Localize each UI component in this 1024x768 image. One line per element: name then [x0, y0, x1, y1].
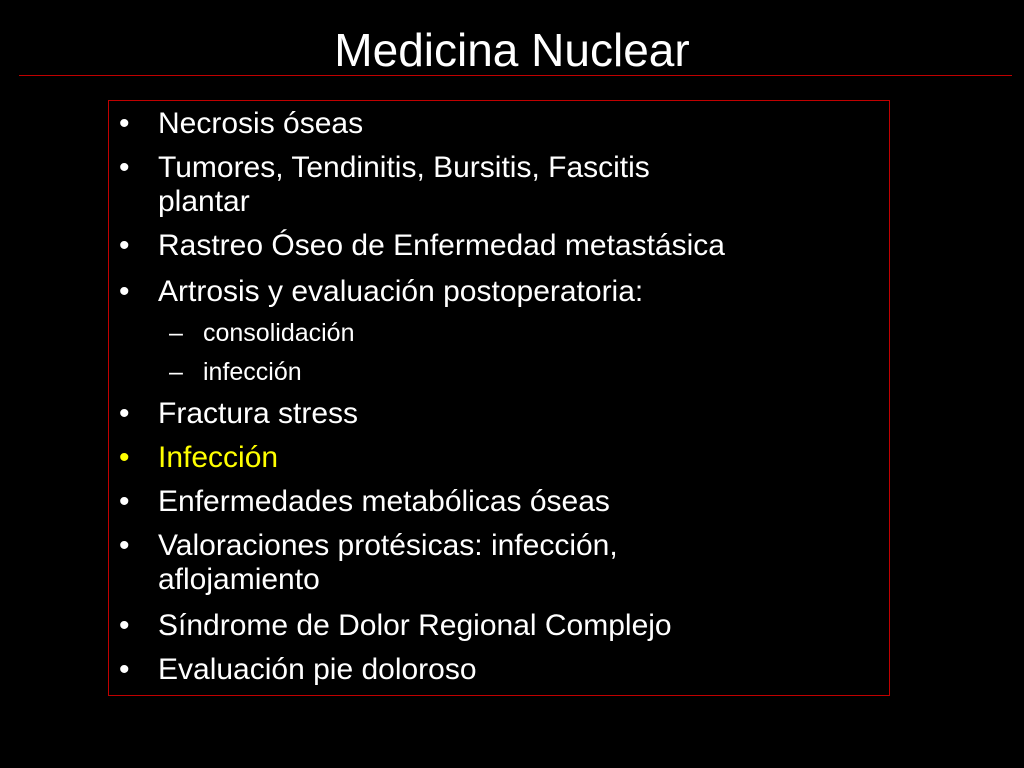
bullet-text: Tumores, Tendinitis, Bursitis, Fascitis [158, 151, 650, 184]
bullet-text: Artrosis y evaluación postoperatoria: [158, 275, 644, 308]
bullet-text: Enfermedades metabólicas óseas [158, 485, 610, 518]
slide-title: Medicina Nuclear [334, 24, 690, 76]
bullet-mark: • [119, 151, 130, 184]
bullet-text: Infección [158, 441, 279, 474]
bullet-mark: • [119, 609, 130, 642]
bullet-text: Rastreo Óseo de Enfermedad metastásica [158, 229, 725, 262]
bullet-mark: • [119, 485, 130, 518]
sub-bullet-text: consolidación [203, 319, 355, 347]
bullet-mark: • [119, 397, 130, 430]
bullet-mark: • [119, 229, 130, 262]
bullet-text: Valoraciones protésicas: infección, [158, 529, 618, 562]
sub-bullet-text: infección [203, 358, 302, 386]
bullet-text: Necrosis óseas [158, 107, 364, 140]
bullet-text: Fractura stress [158, 397, 359, 430]
sub-bullet-mark: – [169, 358, 183, 386]
sub-bullet-mark: – [169, 319, 183, 347]
title-underline [19, 75, 1012, 76]
bullet-mark: • [119, 529, 130, 562]
bullet-mark: • [119, 107, 130, 140]
bullet-text-continuation: plantar [158, 185, 250, 218]
bullet-text: Evaluación pie doloroso [158, 653, 477, 686]
content-box [108, 100, 890, 696]
bullet-mark: • [119, 441, 130, 474]
bullet-mark: • [119, 275, 130, 308]
bullet-text-continuation: aflojamiento [158, 563, 320, 596]
bullet-text: Síndrome de Dolor Regional Complejo [158, 609, 672, 642]
bullet-mark: • [119, 653, 130, 686]
